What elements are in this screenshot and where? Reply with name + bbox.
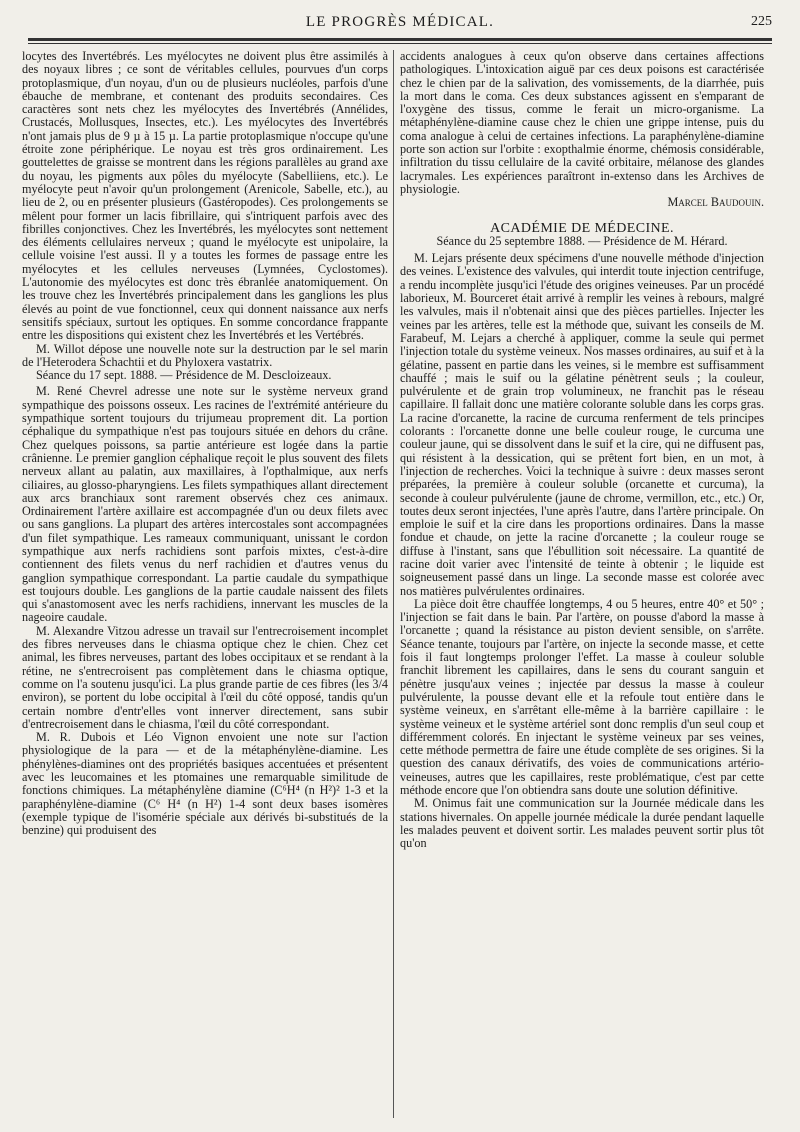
paragraph: M. René Chevrel adresse une note sur le système nerveux grand sympathique des poissons osseux. Les racines de l'extrémité antérieure du sympathique sortent toujours du trijumeau proprement dit. La portion céphalique du sympathique n'est pas toujours située en dehors du crâne. Chez quelques poissons, sa partie antérieure est logée dans la partie crânienne. Le premier ganglion céphalique reçoit le plus souvent des filets nerveux allant au palatin, aux maxillaires, à l'opthalmique, aux nerfs ciliaires, au glosso-pharyngiens. Les filets sympathiques allant directement aux arcs branchiaux sont rarement observés chez ces animaux. Ordinairement l'artère axillaire est accompagnée d'un ou deux filets avec ou sans ganglions. La plupart des artères intercostales sont accompagnées d'un filet sympathique. Les rameaux communiquant, unissant le cordon sympathique aux nerfs rachidiens sont parfois mixtes, c'est-à-dire contiennent des filets venus du nerf rachidien et d'autres venus du ganglion sympathique correspondant. La partie caudale du sympathique est toujours double. Les ganglions de la partie caudale naissent des filets qui s'anastomosent avec les nerfs rachidiens, innervant les muscles de la nageoire caudale. (22, 384, 388, 625)
column-separator (393, 50, 394, 1118)
header-rule-thin (28, 43, 772, 44)
journal-title: LE PROGRÈS MÉDICAL. (305, 14, 495, 30)
session-heading: Séance du 17 sept. 1888. — Présidence de M. Descloizeaux. (36, 368, 332, 383)
section-subtitle: Séance du 25 septembre 1888. — Présidence de M. Hérard. (436, 233, 728, 248)
paragraph: M. Onimus fait une communication sur la Journée médicale dans les stations hivernales. On appelle journée médicale la durée pendant laquelle les malades peuvent et doivent sortir. Les malades peuvent sortir plus tôt qu'on (400, 796, 764, 851)
header-rule-thick (28, 38, 772, 41)
paragraph: La pièce doit être chauffée longtemps, 4 ou 5 heures, entre 40° et 50° ; l'injection se fait dans le bain. Par l'artère, on pousse d'abord la masse à l'orcanette ; quand la résistance au piston devient sensible, on s'arrête. Séance tenante, toujours par l'artère, on injecte la seconde masse, et cette fois il faut longtemps prolonger l'effet. La masse à couleur soluble franchit librement les capillaires, dans le sens du courant sanguin et pénètre jusqu'aux veines ; injectée par dessus la masse à couleur pulvérulente, la pousse devant elle et la refoule tout entière dans le système veineux, en s'arrêtant elle-même à la barrière capillaire : le système veineux et le système artériel sont donc remplis d'un seul coup et différemment colorés. En injectant le système veineux par ses veines, cette méthode permettra de faire une étude complète de ses origines. Si la question des canaux dérivatifs, des voies de communications artério-veineuses, autres que les capillaires, reste problématique, c'est par cette méthode encore que l'on obtiendra sans doute une solution définitive. (400, 596, 764, 798)
paragraph: M. Alexandre Vitzou adresse un travail sur l'entrecroisement incomplet des fibres nerveuses dans le chiasma optique chez le chien. Chez cet animal, les fibres nerveuses, partant des lobes occipitaux et se rendant à la rétine, ne s'entrecroisent pas complètement dans le chiasma optique, comme on l'a soutenu jusqu'ici. La plus grande partie de ces fibres (les 3/4 environ), se portent du lobe occipital à l'œil du côté opposé, tandis qu'un certain nombre d'entr'elles vont innerver directement, sans subir d'entrecroisement dans le chiasma, l'œil du côté correspondant. (22, 623, 388, 731)
page-number: 225 (751, 14, 772, 29)
paragraph: locytes des Invertébrés. Les myélocytes ne doivent plus être assimilés à des noyaux libres ; ce sont de véritables cellules, pourvues d'un corps protoplasmique, d'un noyau, d'un ou de plusieurs nucléoles, parfois d'une ébauche de membrane, et contenant des produits secondaires. Ces caractères sont nets chez les myélocytes des Invertébrés (Annélides, Crustacés, Mollusques, Insectes, etc.). Les myélocytes des Invertébrés n'ont jamais plus de 9 µ à 15 µ. La partie protoplasmique n'occupe qu'une étroite zone périphérique. Le noyau est très gros ordinairement. Les gouttelettes de graisse se montrent dans les régions parallèles au grand axe du noyau, les pigments aux pôles du myélocyte (Sabelliiens, etc.). Le myélocyte peut n'avoir qu'un prolongement (Arenicole, Sabelle, etc.), au lieu de 2, ou en présenter plusieurs (Gastéropodes). Ces prolongements se mêlent pour former un lacis fibrillaire, qui s'intriquent parfois avec des fibrilles conjonctives. Chez les Invertébrés, les myélocytes sont nettement des éléments cellulaires nerveux ; quand le myélocyte est unipolaire, la cellule voisine l'est aussi. Il y a toutes les formes de passage entre les myélocytes et les cellules nerveuses (Lymnées, Cyclostomes). L'autonomie des myélocytes est donc très ébranlée anatomiquement. On les trouve chez les Invertébrés principalement dans les ganglions les plus élevés au point de vue fonctionnel, ceux qui donnent naissance aux nerfs sensitifs spéciaux, surtout les optiques. En somme concordance frappante entre les dispositions qui existent chez les Invertébrés et les Vertébrés. (22, 50, 388, 343)
left-column (22, 50, 388, 1120)
paragraph: M. Willot dépose une nouvelle note sur la destruction par le sel marin de l'Heterodera Schachtii et du Phyloxera vastatrix. (22, 341, 388, 369)
page-header (28, 14, 772, 34)
section-title: ACADÉMIE DE MÉDECINE. (490, 220, 674, 236)
paragraph: M. R. Dubois et Léo Vignon envoient une note sur l'action physiologique de la para — et de la métaphénylène-diamine. Les phénylènes-diamines ont des propriétés basiques accentuées et présentent avec les leucomaines et les ptomaines une remarquable similitude de fonctions chimiques. La métaphénylène diamine (C⁶H⁴ (n H²)² 1-3 et la paraphénylène-diamine (C⁶ H⁴ (n H²) 1-4 sont deux bases isomères (exemple typique de l'isomérie spéciale aux dérivés bi-substitués de la benzine) qui produisent des (22, 730, 388, 838)
paragraph: accidents analogues à ceux qu'on observe dans certaines affections pathologiques. L'intoxication aiguë par ces deux poisons est caractérisée chez le chien par de la salivation, des vomissements, de la diarrhée, puis la mort dans le coma. Ces deux substances agissent en s'emparant de l'oxygène des tissus, comme le ferait un micro-organisme. La métaphénylène-diamine cause chez le chien une grippe intense, puis du coma analogue à celui de certaines infections. La paraphénylène-diamine porte son action sur l'orbite : exopthalmie énorme, chémosis considérable, infiltration du tissu cellulaire de la cavité orbitaire, mélanose des glandes lacrymales. Les expériences paraîtront in-extenso dans les Archives de physiologie. (400, 50, 764, 196)
paragraph: M. Lejars présente deux spécimens d'une nouvelle méthode d'injection des veines. L'existence des valvules, qui interdit toute injection centrifuge, a rendu incomplète jusqu'ici l'étude des origines veineuses. Par un procédé laborieux, M. Bourceret était arrivé à remplir les veines à rebours, malgré les valvules, mais il n'obtenait ainsi que des pièces partielles. Injecter les veines par les artères, telle est la méthode que, suivant les conseils de M. Farabeuf, M. Lejars a cherché à appliquer, comme la seule qui permet l'injection totale du système veineux. Nos masses ordinaires, au suif et à la gélatine, passent en partie dans les veines, si le membre est suffisamment chauffé ; mais le suif ou la gélatine pénètrent seuls ; la couleur, pulvérulente et de grain trop volumineux, ne franchit pas le réseau capillaire. Il fallait donc une matière colorante soluble dans les corps gras. La racine d'orcanette, la racine de curcuma renferment de tels principes colorants : l'orcanette donne une belle couleur rouge, le curcuma une couleur jaune, qui se dissolvent dans le suif et la cire, qui ne diffusent pas, qui résistent à la dessication, qui se prêtent fort bien, en un mot, à l'injection de recherches. Voici la technique à suivre : deux masses seront préparées, la première à couleur soluble (orcanette et curcuma), la seconde à couleur pulvérulente (jaune de chrome, vermillon, etc., etc.) Or, toutes deux seront injectées, l'une après l'autre, dans l'artère principale. On emploie le suif et la cire dans les proportions ordinaires. Dans la masse fondue et chaude, on jette la racine d'orcanette ; la couleur rouge se diffuse à l'instant, sans que l'ébullition soit nécessaire. La quantité de racine doit varier avec l'intensité de teinte à obtenir ; le liquide est soigneusement passé dans un linge. La seconde masse est colorée avec nos matières pulvérulentes ordinaires. (400, 251, 764, 598)
right-column (400, 50, 764, 1120)
author-signature: Marcel Baudouin. (667, 195, 764, 210)
